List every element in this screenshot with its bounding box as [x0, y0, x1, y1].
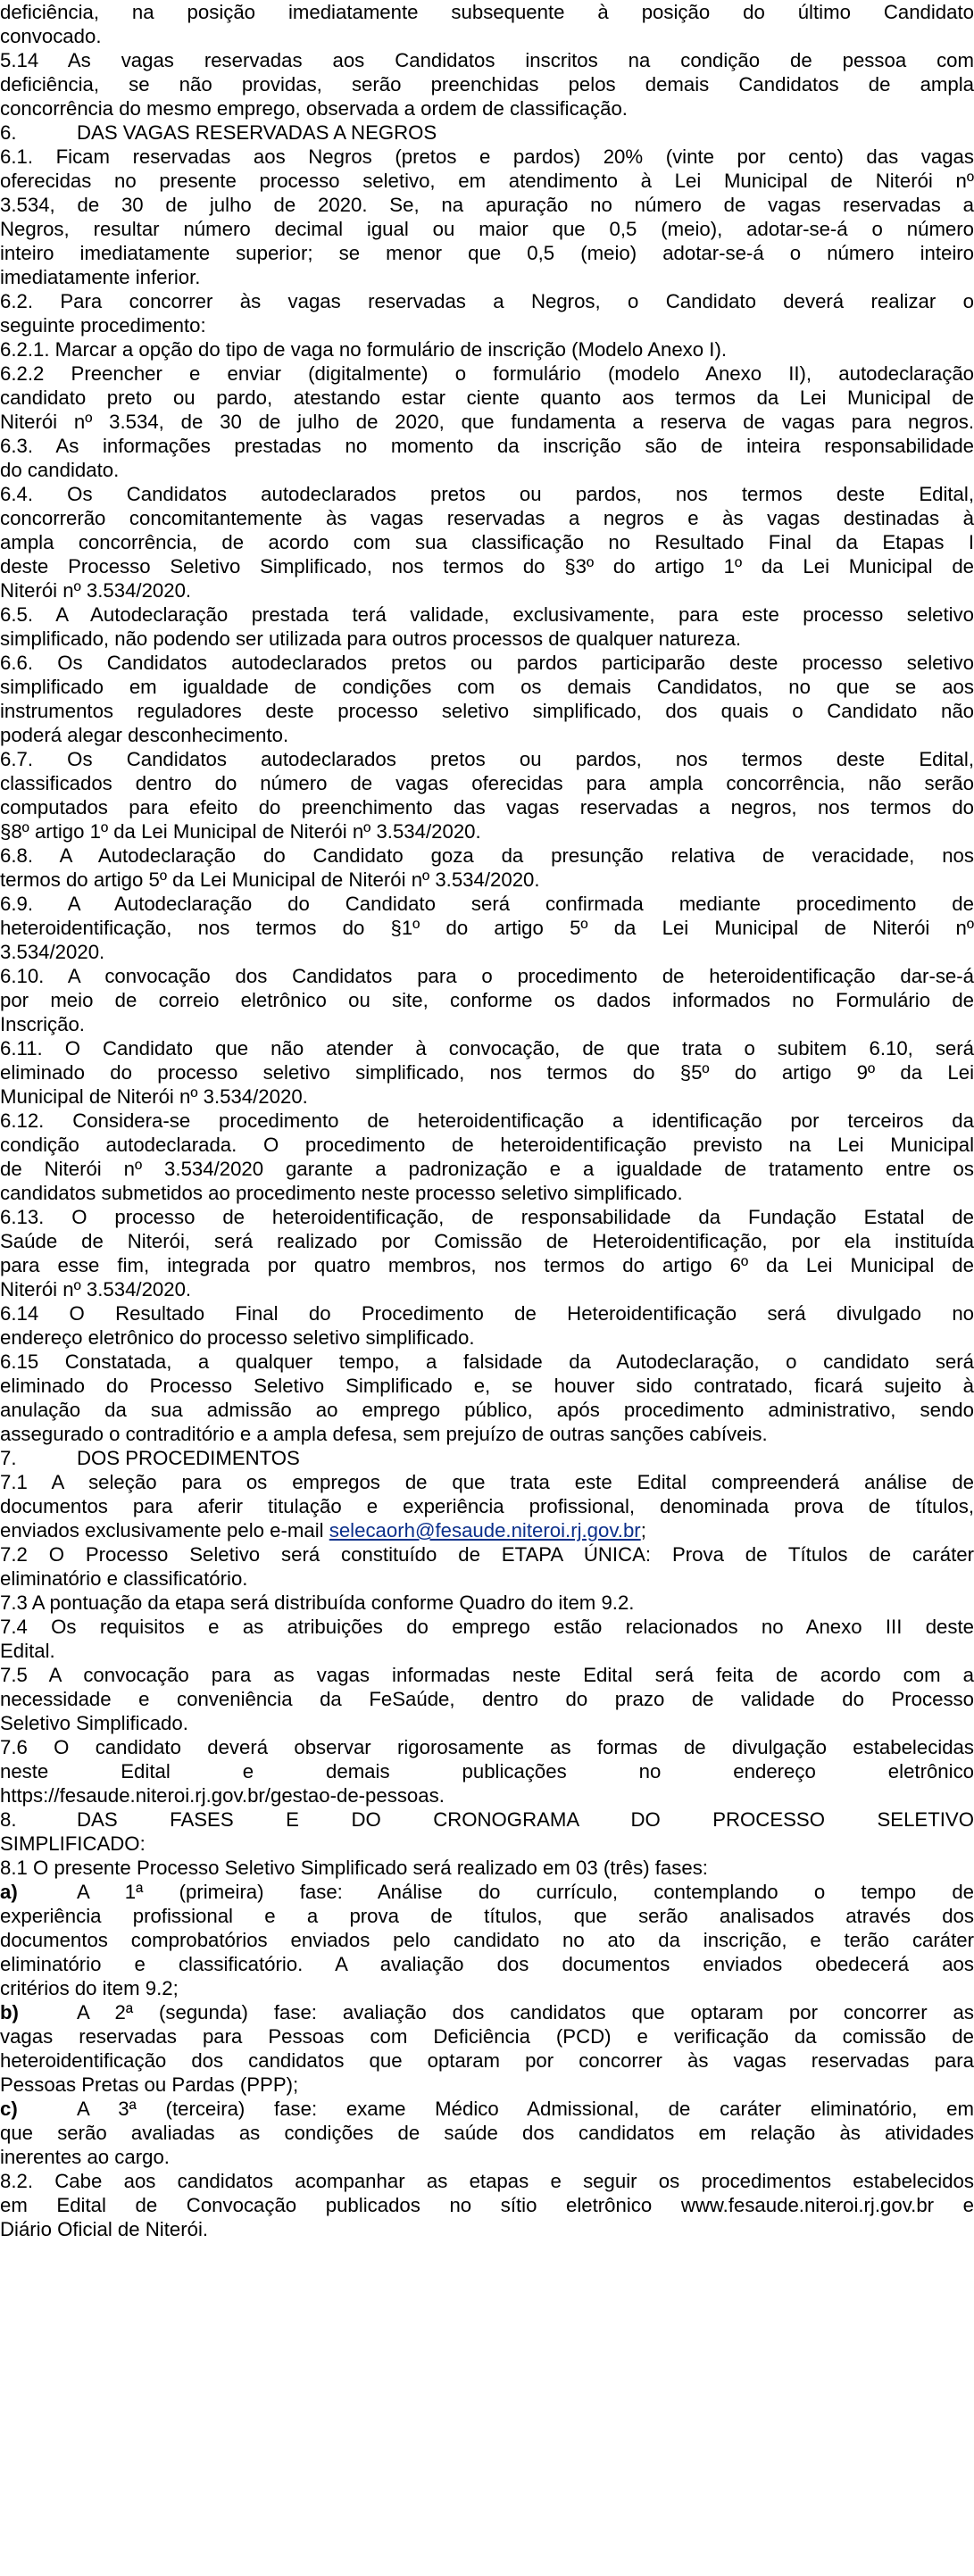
line-text: 7.6 O candidato deverá observar rigorosamente as formas de divulgação estabelecidas [0, 1736, 974, 1758]
text-line [0, 602, 974, 627]
line-text: A 1ª (primeira) fase: Análise do currículo, contemplando o tempo de [77, 1881, 974, 1903]
line-text: para esse fim, integrada por quatro membros, nos termos do artigo 6º da Lei Municipal de [0, 1254, 974, 1276]
text-line [0, 1036, 974, 1060]
text-line [0, 988, 974, 1012]
line-text: necessidade e conveniência da FeSaúde, dentro do prazo de validade do Processo [0, 1688, 974, 1710]
text-line [0, 1301, 974, 1325]
line-text: por meio de correio eletrônico ou site, conforme os dados informados no Formulário de [0, 989, 974, 1011]
text-line [0, 1687, 974, 1711]
line-text: anulação da sua admissão ao emprego público, após procedimento administrativo, sendo [0, 1399, 974, 1421]
text-line [0, 72, 974, 96]
line-text: em Edital de Convocação publicados no sítio eletrônico www.fesaude.niteroi.rj.gov.br e [0, 2194, 974, 2216]
text-line [0, 410, 974, 434]
line-text: candidato preto ou pardo, atestando estar ciente quanto aos termos da Lei Municipal de [0, 386, 974, 409]
text-line [0, 434, 974, 458]
text-line [0, 1446, 974, 1470]
text-line [0, 1374, 974, 1398]
text-line [0, 1422, 974, 1446]
text-line [0, 145, 974, 169]
text-line [0, 747, 974, 771]
text-line [0, 1663, 974, 1687]
text-line [0, 386, 974, 410]
line-text: condição autodeclarada. O procedimento de heteroidentificação previsto na Lei Municipal [0, 1134, 974, 1156]
text-line [0, 2000, 974, 2024]
line-text: seguinte procedimento: [0, 314, 206, 337]
text-line [0, 1735, 974, 1759]
line-text: computados para efeito do preenchimento das vagas reservadas a negros, nos termos do [0, 796, 974, 819]
line-text: 7.4 Os requisitos e as atribuições do emprego estão relacionados no Anexo III deste [0, 1616, 974, 1638]
text-line [0, 723, 974, 747]
line-text: 7.2 O Processo Seletivo será constituído de ETAPA ÚNICA: Prova de Títulos de caráter [0, 1543, 974, 1566]
text-line [0, 1494, 974, 1518]
text-line [0, 843, 974, 868]
line-text: simplificado em igualdade de condições com os demais Candidatos, no que se aos [0, 676, 974, 698]
line-text: 6.2.1. Marcar a opção do tipo de vaga no formulário de inscrição (Modelo Anexo I). [0, 338, 727, 361]
line-text: eliminatório e classificatório. A avaliação dos documentos enviados obedecerá aos [0, 1953, 974, 1975]
text-line [0, 1976, 974, 2000]
line-text: 8.1 O presente Processo Seletivo Simplificado será realizado em 03 (três) fases: [0, 1857, 708, 1879]
line-text: poderá alegar desconhecimento. [0, 724, 289, 746]
line-text: 6.13. O processo de heteroidentificação, de responsabilidade da Fundação Estatal de [0, 1206, 974, 1228]
text-line [0, 1639, 974, 1663]
text-line [0, 1518, 974, 1542]
text-line [0, 265, 974, 289]
line-text: https://fesaude.niteroi.rj.gov.br/gestao-de-pessoas. [0, 1784, 445, 1807]
line-suffix: ; [640, 1519, 646, 1541]
text-line [0, 0, 974, 24]
text-line [0, 1325, 974, 1350]
text-line [0, 1084, 974, 1109]
text-line [0, 120, 974, 145]
text-line [0, 1856, 974, 1880]
text-line [0, 506, 974, 530]
line-text: 6.3. As informações prestadas no momento da inscrição são de inteira responsabilidade [0, 435, 974, 457]
section-number: 7. [0, 1447, 17, 1469]
line-text: §8º artigo 1º da Lei Municipal de Niterói nº 3.534/2020. [0, 820, 481, 843]
line-text: inerentes ao cargo. [0, 2146, 170, 2168]
line-text: 6.1. Ficam reservadas aos Negros (pretos e pardos) 20% (vinte por cento) das vagas [0, 145, 974, 168]
text-line [0, 1928, 974, 1952]
line-text: documentos para aferir titulação e experiência profissional, denominada prova de títulos, [0, 1495, 974, 1517]
item-letter: c) [0, 2098, 18, 2120]
text-line [0, 193, 974, 217]
line-text: Niterói nº 3.534/2020. [0, 1278, 192, 1300]
text-line [0, 24, 974, 48]
line-text: inteiro imediatamente superior; se menor que 0,5 (meio) adotar-se-á o número inteiro [0, 242, 974, 264]
text-line [0, 1181, 974, 1205]
line-text: 5.14 As vagas reservadas aos Candidatos inscritos na condição de pessoa com [0, 49, 974, 71]
text-line [0, 1783, 974, 1807]
text-line [0, 48, 974, 72]
line-text: 6.12. Considera-se procedimento de heteroidentificação a identificação por terceiros da [0, 1109, 974, 1132]
line-text: eliminatório e classificatório. [0, 1567, 248, 1590]
line-text: candidatos submetidos ao procedimento neste processo seletivo simplificado. [0, 1182, 683, 1204]
text-line [0, 1591, 974, 1615]
text-line [0, 554, 974, 578]
text-line [0, 96, 974, 120]
section-number: 8. [0, 1808, 17, 1831]
text-line [0, 2169, 974, 2193]
text-line [0, 868, 974, 892]
text-line [0, 2097, 974, 2121]
line-text: DAS VAGAS RESERVADAS A NEGROS [77, 121, 437, 144]
text-line [0, 964, 974, 988]
line-text: instrumentos reguladores deste processo seletivo simplificado, dos quais o Candidato não [0, 700, 974, 722]
line-text: documentos comprobatórios enviados pelo candidato no ato da inscrição, e terão caráter [0, 1929, 974, 1951]
line-text: 6.4. Os Candidatos autodeclarados pretos ou pardos, nos termos deste Edital, [0, 483, 974, 505]
text-line [0, 651, 974, 675]
text-line [0, 1566, 974, 1591]
line-text: oferecidas no presente processo seletivo, em atendimento à Lei Municipal de Niterói nº [0, 170, 974, 192]
line-text: 6.10. A convocação dos Candidatos para o procedimento de heteroidentificação dar-se-á [0, 965, 974, 987]
text-line [0, 940, 974, 964]
line-text: Inscrição. [0, 1013, 85, 1035]
text-line [0, 1832, 974, 1856]
line-text: deficiência, se não providas, serão preenchidas pelos demais Candidatos de ampla [0, 73, 974, 96]
text-line [0, 627, 974, 651]
item-letter: b) [0, 2001, 19, 2023]
line-text: deficiência, na posição imediatamente subsequente à posição do último Candidato [0, 1, 974, 23]
line-text: convocado. [0, 25, 102, 47]
line-text: concorrerão concomitantemente às vagas reservadas a negros e às vagas destinadas à [0, 507, 974, 529]
text-line [0, 771, 974, 795]
text-line [0, 1615, 974, 1639]
text-line [0, 530, 974, 554]
text-line [0, 2024, 974, 2048]
line-text: simplificado, não podendo ser utilizada para outros processos de qualquer natureza. [0, 627, 742, 650]
text-line [0, 699, 974, 723]
line-text: DOS PROCEDIMENTOS [77, 1447, 300, 1469]
text-line [0, 289, 974, 313]
text-line [0, 795, 974, 819]
text-line [0, 1253, 974, 1277]
line-text: ampla concorrência, de acordo com sua classificação no Resultado Final da Etapas I [0, 531, 974, 553]
line-text: vagas reservadas para Pessoas com Deficiência (PCD) e verificação da comissão de [0, 2025, 974, 2048]
item-letter: a) [0, 1881, 18, 1903]
line-text: 3.534/2020. [0, 941, 105, 963]
line-text: do candidato. [0, 459, 120, 481]
text-line [0, 482, 974, 506]
text-line [0, 2193, 974, 2217]
text-line [0, 1133, 974, 1157]
line-text: experiência profissional e a prova de títulos, que serão analisados através dos [0, 1905, 974, 1927]
text-line [0, 1807, 974, 1832]
line-text: heteroidentificação dos candidatos que optaram por concorrer às vagas reservadas para [0, 2049, 974, 2072]
line-text: classificados dentro do número de vagas oferecidas para ampla concorrência, não serão [0, 772, 974, 794]
line-text: A 3ª (terceira) fase: exame Médico Admissional, de caráter eliminatório, em [77, 2098, 974, 2120]
line-text: 6.2. Para concorrer às vagas reservadas a Negros, o Candidato deverá realizar o [0, 290, 974, 312]
line-text: eliminado do Processo Seletivo Simplificado e, se houver sido contratado, ficará sujeito à [0, 1375, 974, 1397]
line-text: Negros, resultar número decimal igual ou maior que 0,5 (meio), adotar-se-á o número [0, 218, 974, 240]
line-text: Diário Oficial de Niterói. [0, 2218, 209, 2240]
line-text: Edital. [0, 1640, 55, 1662]
line-text: 8.2. Cabe aos candidatos acompanhar as etapas e seguir os procedimentos estabelecidos [0, 2170, 974, 2192]
text-line [0, 892, 974, 916]
line-text: 6.8. A Autodeclaração do Candidato goza da presunção relativa de veracidade, nos [0, 844, 974, 867]
line-text: neste Edital e demais publicações no endereço eletrônico [0, 1760, 974, 1782]
line-text: Niterói nº 3.534/2020. [0, 579, 192, 602]
text-line [0, 217, 974, 241]
line-text: 6.11. O Candidato que não atender à convocação, de que trata o subitem 6.10, será [0, 1037, 974, 1059]
line-text: Saúde de Niterói, será realizado por Comissão de Heteroidentificação, por ela instituída [0, 1230, 974, 1252]
text-line [0, 1229, 974, 1253]
line-text: deste Processo Seletivo Simplificado, nos termos do §3º do artigo 1º da Lei Municipal de [0, 555, 974, 578]
line-text: SIMPLIFICADO: [0, 1832, 146, 1855]
text-line [0, 1060, 974, 1084]
text-line [0, 1109, 974, 1133]
line-text: Seletivo Simplificado. [0, 1712, 188, 1734]
line-text: que serão avaliadas as condições de saúde dos candidatos em relação às atividades [0, 2122, 974, 2144]
text-line [0, 1398, 974, 1422]
text-line [0, 1759, 974, 1783]
text-line [0, 2121, 974, 2145]
text-line [0, 2073, 974, 2097]
line-text: endereço eletrônico do processo seletivo simplificado. [0, 1326, 475, 1349]
text-line [0, 1952, 974, 1976]
text-line [0, 1012, 974, 1036]
line-text: A 2ª (segunda) fase: avaliação dos candidatos que optaram por concorrer as [77, 2001, 974, 2023]
line-text: 6.5. A Autodeclaração prestada terá validade, exclusivamente, para este processo seletivo [0, 603, 974, 626]
text-line [0, 337, 974, 361]
text-line [0, 1711, 974, 1735]
line-text: termos do artigo 5º da Lei Municipal de Niterói nº 3.534/2020. [0, 868, 540, 891]
text-line [0, 458, 974, 482]
line-text: assegurado o contraditório e a ampla defesa, sem prejuízo de outras sanções cabíveis. [0, 1423, 768, 1445]
text-line [0, 1904, 974, 1928]
line-text: 6.15 Constatada, a qualquer tempo, a falsidade da Autodeclaração, o candidato será [0, 1350, 974, 1373]
text-line [0, 1157, 974, 1181]
line-text: 3.534, de 30 de julho de 2020. Se, na apuração no número de vagas reservadas a [0, 194, 974, 216]
line-text: Pessoas Pretas ou Pardas (PPP); [0, 2073, 299, 2096]
line-text: critérios do item 9.2; [0, 1977, 179, 1999]
line-text: 7.3 A pontuação da etapa será distribuída conforme Quadro do item 9.2. [0, 1591, 635, 1614]
line-text: heteroidentificação, nos termos do §1º do artigo 5º da Lei Municipal de Niterói nº [0, 917, 974, 939]
line-text: 6.2.2 Preencher e enviar (digitalmente) o formulário (modelo Anexo II), autodeclaração [0, 362, 974, 385]
text-line [0, 819, 974, 843]
section-number: 6. [0, 121, 17, 144]
text-line [0, 2145, 974, 2169]
line-text: eliminado do processo seletivo simplificado, nos termos do §5º do artigo 9º da Lei [0, 1061, 974, 1084]
line-text: concorrência do mesmo emprego, observada a ordem de classificação. [0, 97, 628, 120]
line-text: Niterói nº 3.534, de 30 de julho de 2020, que fundamenta a reserva de vagas para negros. [0, 411, 974, 433]
text-line [0, 1542, 974, 1566]
text-line [0, 675, 974, 699]
text-line [0, 1880, 974, 1904]
text-line [0, 361, 974, 386]
line-text: imediatamente inferior. [0, 266, 201, 288]
line-text: 7.1 A seleção para os empregos de que trata este Edital compreenderá análise de [0, 1471, 974, 1493]
text-line [0, 1205, 974, 1229]
text-line [0, 2048, 974, 2073]
text-line [0, 578, 974, 602]
line-text: de Niterói nº 3.534/2020 garante a padronização e a igualdade de tratamento entre os [0, 1158, 974, 1180]
line-text: 6.9. A Autodeclaração do Candidato será confirmada mediante procedimento de [0, 893, 974, 915]
line-text: 6.7. Os Candidatos autodeclarados pretos ou pardos, nos termos deste Edital, [0, 748, 974, 770]
text-line [0, 313, 974, 337]
line-text: 6.14 O Resultado Final do Procedimento de Heteroidentificação será divulgado no [0, 1302, 974, 1325]
line-text: DAS FASES E DO CRONOGRAMA DO PROCESSO SELETIVO [77, 1808, 974, 1831]
text-line [0, 916, 974, 940]
text-line [0, 169, 974, 193]
line-text: Municipal de Niterói nº 3.534/2020. [0, 1085, 308, 1108]
text-line [0, 1350, 974, 1374]
line-text: enviados exclusivamente pelo e-mail [0, 1519, 329, 1541]
email-link[interactable]: selecaorh@fesaude.niteroi.rj.gov.br [329, 1519, 641, 1541]
text-line [0, 2217, 974, 2241]
text-line [0, 1470, 974, 1494]
text-line [0, 1277, 974, 1301]
line-text: 6.6. Os Candidatos autodeclarados pretos ou pardos participarão deste processo seletivo [0, 652, 974, 674]
text-line [0, 241, 974, 265]
line-text: 7.5 A convocação para as vagas informadas neste Edital será feita de acordo com a [0, 1664, 974, 1686]
